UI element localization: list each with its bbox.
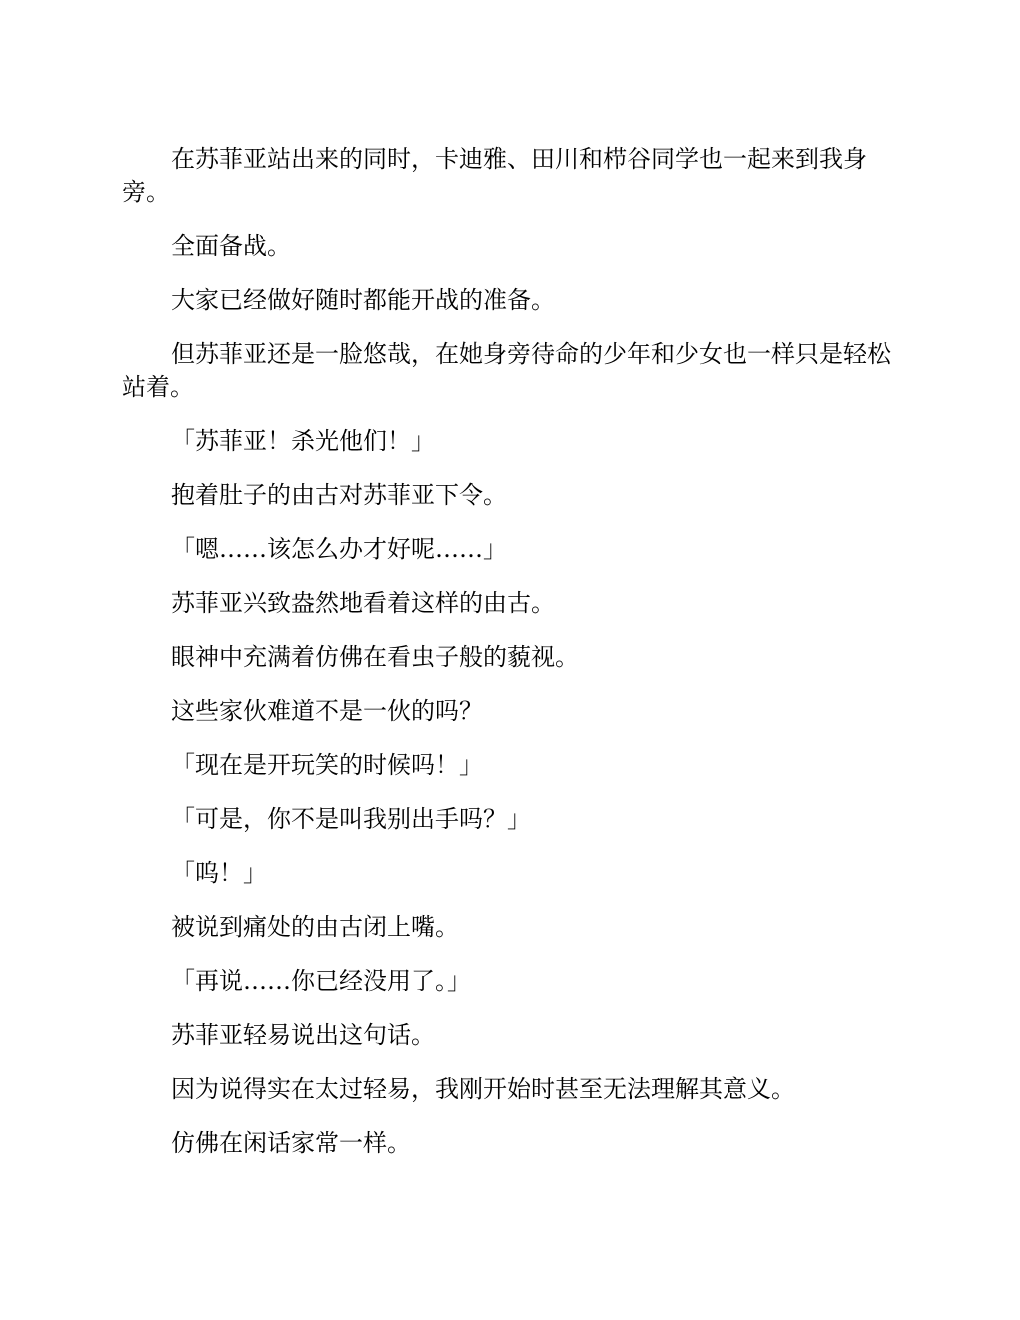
paragraph: 在苏菲亚站出来的同时，卡迪雅、田川和栉谷同学也一起来到我身旁。 (122, 145, 867, 206)
paragraph: 全面备战。 (171, 232, 291, 260)
paragraph: 这些家伙难道不是一伙的吗？ (171, 697, 483, 725)
paragraph: 「呜！」 (171, 859, 267, 887)
paragraph: 「再说……你已经没用了。」 (171, 967, 471, 995)
paragraph: 苏菲亚兴致盎然地看着这样的由古。 (171, 589, 555, 617)
paragraph: 「可是，你不是叫我别出手吗？」 (171, 805, 531, 833)
paragraph: 但苏菲亚还是一脸悠哉，在她身旁待命的少年和少女也一样只是轻松站着。 (122, 340, 891, 401)
paragraph: 因为说得实在太过轻易，我刚开始时甚至无法理解其意义。 (171, 1075, 795, 1103)
paragraph: 眼神中充满着仿佛在看虫子般的藐视。 (171, 643, 579, 671)
document-body (122, 143, 898, 1181)
paragraph: 大家已经做好随时都能开战的准备。 (171, 286, 555, 314)
paragraph: 「嗯……该怎么办才好呢……」 (171, 535, 507, 563)
paragraph: 「苏菲亚！杀光他们！」 (171, 427, 435, 455)
paragraph: 苏菲亚轻易说出这句话。 (171, 1021, 435, 1049)
paragraph: 被说到痛处的由古闭上嘴。 (171, 913, 459, 941)
paragraph: 「现在是开玩笑的时候吗！」 (171, 751, 483, 779)
paragraph: 仿佛在闲话家常一样。 (171, 1129, 411, 1157)
paragraph: 抱着肚子的由古对苏菲亚下令。 (171, 481, 507, 509)
